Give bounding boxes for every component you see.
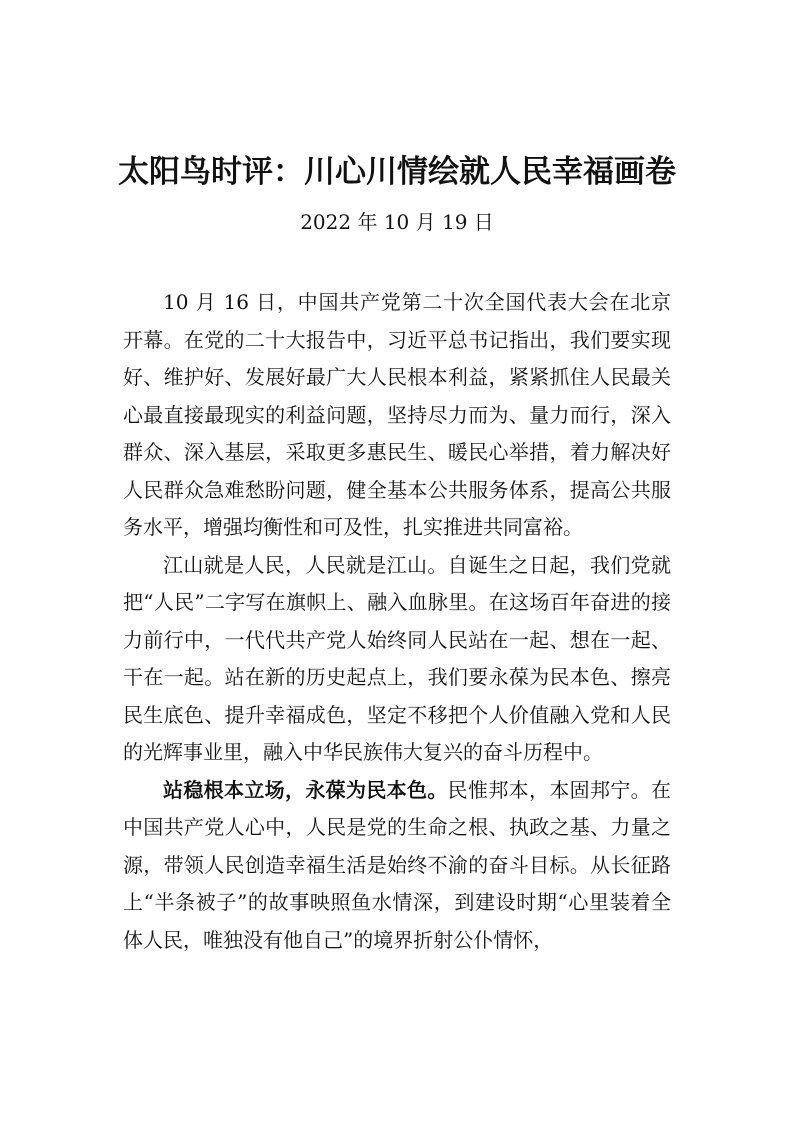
- paragraph-lead: 站稳根本立场，永葆为民本色。: [163, 777, 448, 802]
- paragraph-text: 民惟邦本，本固邦宁。在中国共产党人心中，人民是党的生命之根、执政之基、力量之源，带领人民创造幸福生活是始终不渝的奋斗目标。从长征路上“半条被子”的故事映照鱼水情深，到建设时期“心里装着全体人民，唯独没有他自己”的境界折射公仆情怀，: [123, 777, 672, 952]
- document-date: 2022 年 10 月 19 日: [300, 210, 494, 234]
- article-body: [123, 284, 671, 959]
- paragraph: [123, 284, 671, 547]
- document-title: 太阳鸟时评：川心川情绘就人民幸福画卷: [118, 154, 676, 190]
- paragraph-text: 江山就是人民，人民就是江山。自诞生之日起，我们党就把“人民”二字写在旗帜上、融入血脉里。在这场百年奋进的接力前行中，一代代共产党人始终同人民站在一起、想在一起、干在一起。站在新的历史起点上，我们要永葆为民本色、擦亮民生底色、提升幸福成色，坚定不移把个人价值融入党和人民的光辉事业里，融入中华民族伟大复兴的奋斗历程中。: [123, 552, 671, 764]
- paragraph: [123, 547, 671, 772]
- paragraph-text: 10 月 16 日，中国共产党第二十次全国代表大会在北京开幕。在党的二十大报告中，习近平总书记指出，我们要实现好、维护好、发展好最广大人民根本利益，紧紧抓住人民最关心最直接最现实的利益问题，坚持尽力而为、量力而行，深入群众、深入基层，采取更多惠民生、暖民心举措，着力解决好人民群众急难愁盼问题，健全基本公共服务体系，提高公共服务水平，增强均衡性和可及性，扎实推进共同富裕。: [123, 290, 671, 539]
- paragraph: [123, 772, 671, 960]
